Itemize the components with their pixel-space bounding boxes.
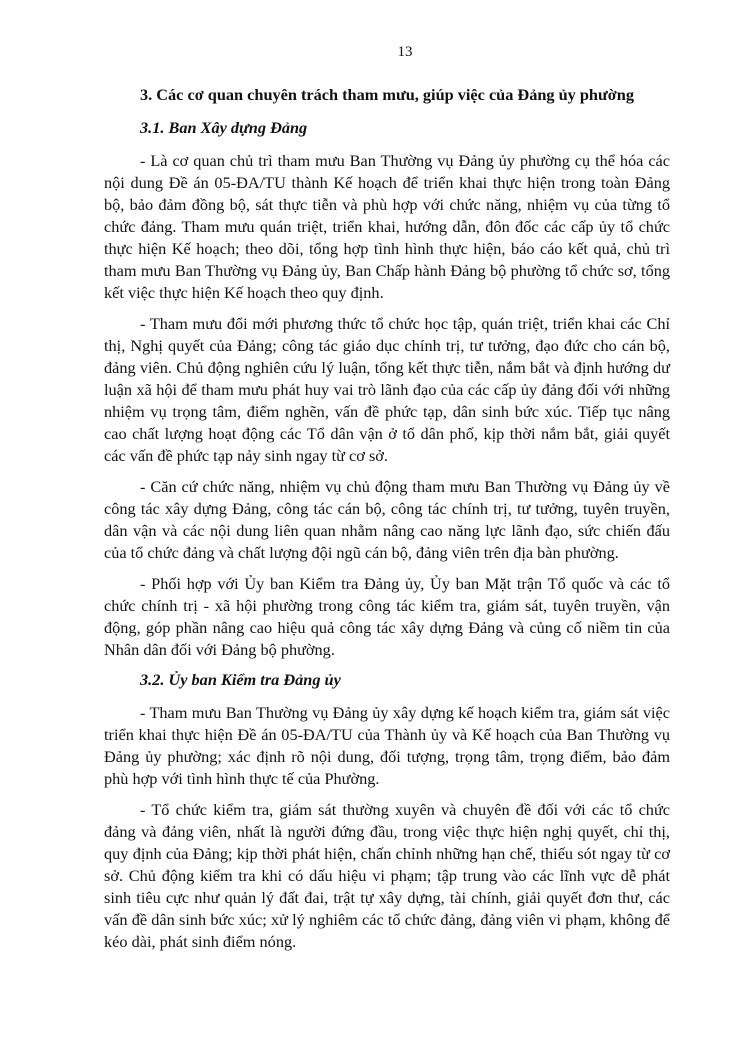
- subsection-heading-1: 3.1. Ban Xây dựng Đảng: [140, 118, 308, 137]
- paragraph-1-4: - Phối hợp với Ủy ban Kiểm tra Đảng ủy, Ủy ban Mặt trận Tổ quốc và các tổ chức chính trị - xã hội phường trong công tác kiểm tra, giám sát, tuyên truyền, vận động, góp phần nâng cao hiệu quả công tác xây dựng Đảng và củng cố niềm tin của Nhân dân đối với Đảng bộ phường.: [104, 574, 670, 659]
- subsection-heading-2: 3.2. Ủy ban Kiểm tra Đảng ủy: [140, 670, 341, 689]
- page-number: 13: [397, 44, 413, 60]
- paragraph-1-1: - Là cơ quan chủ trì tham mưu Ban Thường vụ Đảng ủy phường cụ thể hóa các nội dung Đề án 05-ĐA/TU thành Kế hoạch để triển khai thực hiện trong toàn Đảng bộ, bảo đảm đồng bộ, sát thực tiễn và phù hợp với chức năng, nhiệm vụ của từng tổ chức đảng. Tham mưu quán triệt, triển khai, hướng dẫn, đôn đốc các cấp ủy tổ chức thực hiện Kế hoạch; theo dõi, tổng hợp tình hình thực hiện, báo cáo kết quả, chủ trì tham mưu Ban Thường vụ Đảng ủy, Ban Chấp hành Đảng bộ phường tổ chức sơ, tổng kết việc thực hiện Kế hoạch theo quy định.: [104, 151, 670, 302]
- paragraph-2-1: - Tham mưu Ban Thường vụ Đảng ủy xây dựng kế hoạch kiểm tra, giám sát việc triển khai thực hiện Đề án 05-ĐA/TU của Thành ủy và Kế hoạch của Ban Thường vụ Đảng ủy phường; xác định rõ nội dung, đối tượng, trọng tâm, trọng điểm, bảo đảm phù hợp với tình hình thực tế của Phường.: [104, 703, 670, 788]
- paragraph-1-3: - Căn cứ chức năng, nhiệm vụ chủ động tham mưu Ban Thường vụ Đảng ủy về công tác xây dựng Đảng, công tác cán bộ, công tác chính trị, tư tưởng, tuyên truyền, dân vận và các nội dung liên quan nhằm nâng cao năng lực lãnh đạo, sức chiến đấu của tổ chức đảng và chất lượng đội ngũ cán bộ, đảng viên trên địa bàn phường.: [104, 477, 670, 562]
- paragraph-2-2: - Tổ chức kiểm tra, giám sát thường xuyên và chuyên đề đối với các tổ chức đảng và đảng viên, nhất là người đứng đầu, trong việc thực hiện nghị quyết, chỉ thị, quy định của Đảng; kịp thời phát hiện, chấn chỉnh những hạn chế, thiếu sót ngay từ cơ sở. Chủ động kiểm tra khi có dấu hiệu vi phạm; tập trung vào các lĩnh vực dễ phát sinh tiêu cực như quản lý đất đai, trật tự xây dựng, tài chính, giải quyết đơn thư, các vấn đề dân sinh bức xúc; xử lý nghiêm các tổ chức đảng, đảng viên vi phạm, không để kéo dài, phát sinh điểm nóng.: [104, 800, 670, 951]
- paragraph-1-2: - Tham mưu đổi mới phương thức tổ chức học tập, quán triệt, triển khai các Chỉ thị, Nghị quyết của Đảng; công tác giáo dục chính trị, tư tưởng, đạo đức cho cán bộ, đảng viên. Chủ động nghiên cứu lý luận, tổng kết thực tiễn, nắm bắt và định hướng dư luận xã hội để tham mưu phát huy vai trò lãnh đạo của các cấp ủy đảng đối với những nhiệm vụ trọng tâm, điểm nghẽn, vấn đề phức tạp, dân sinh bức xúc. Tiếp tục nâng cao chất lượng hoạt động các Tổ dân vận ở tổ dân phố, kịp thời nắm bắt, giải quyết các vấn đề phức tạp nảy sinh ngay từ cơ sở.: [104, 314, 670, 465]
- section-heading: 3. Các cơ quan chuyên trách tham mưu, giúp việc của Đảng ủy phường: [140, 85, 634, 104]
